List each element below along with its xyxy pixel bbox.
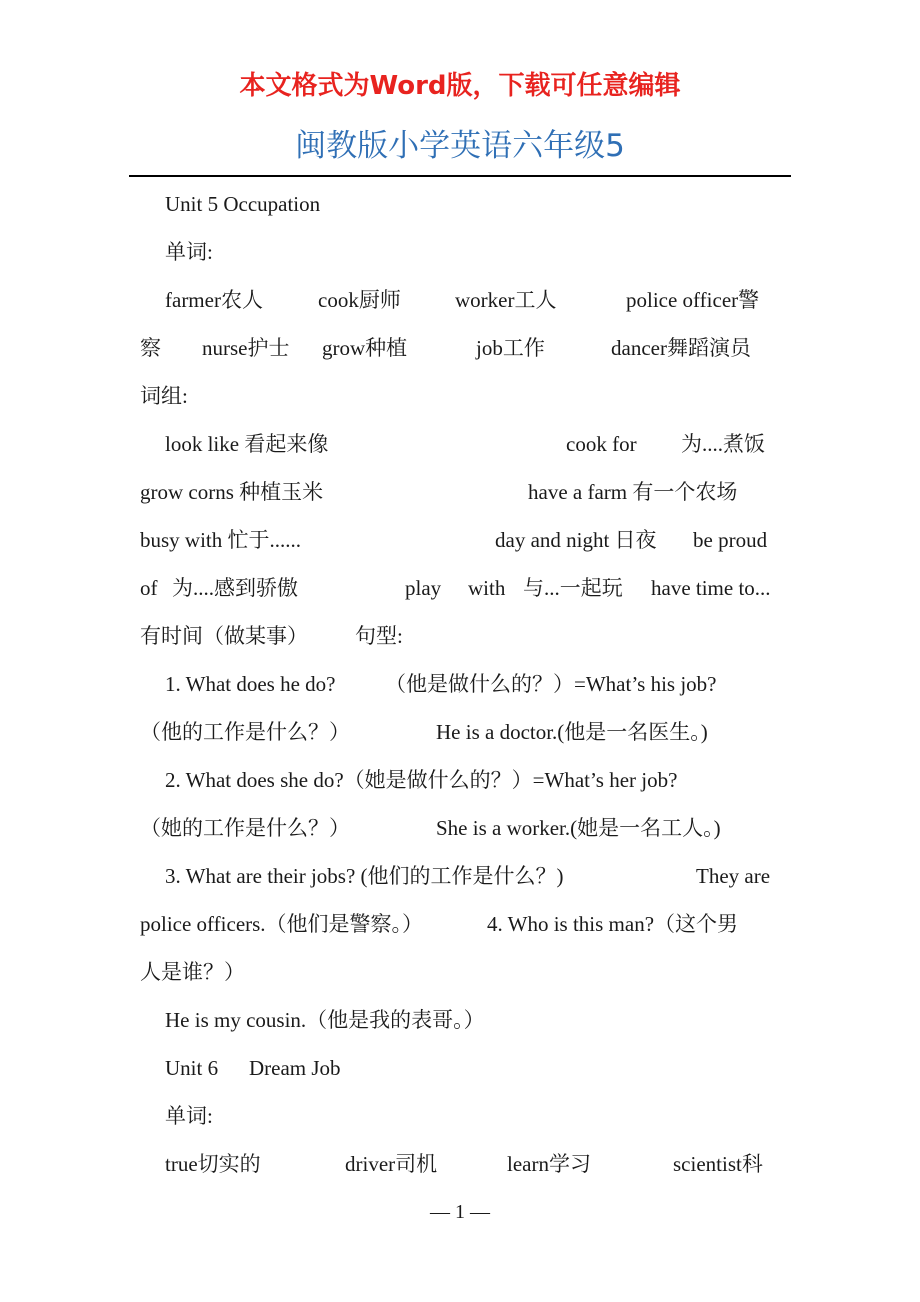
sentence-4-question: 4. Who is this man?（这个男 — [487, 912, 739, 936]
word-driver: driver司机 — [345, 1152, 438, 1176]
phrase-play-with-meaning: 与...一起玩 — [523, 576, 623, 600]
phrase-day-and-night: day and night 日夜 — [495, 528, 657, 552]
sentence-2-answer: She is a worker.(她是一名工人。) — [436, 816, 721, 840]
phrase-label: 词组: — [140, 384, 188, 408]
phrase-line-4 — [0, 564, 920, 612]
phrase-have-time-to: have time to... — [651, 576, 771, 600]
word-police-officer-cont: 察 — [140, 336, 161, 360]
sentence-3-answer-start: They are — [696, 864, 771, 888]
vocab-line-2 — [0, 324, 920, 372]
sentence-4-question-end: 人是谁？） — [140, 960, 245, 984]
sentence-4-answer: He is my cousin.（他是我的表哥。） — [165, 1008, 485, 1032]
page-number: — 1 — — [430, 1201, 490, 1223]
phrase-cook-for: cook for — [566, 432, 637, 456]
phrase-have-a-farm: have a farm 有一个农场 — [528, 480, 738, 504]
phrase-have-time-meaning: 有时间（做某事） — [140, 624, 308, 648]
phrase-line-1 — [0, 420, 920, 468]
phrase-be-proud-of: of — [140, 576, 158, 600]
sentence-label: 句型: — [355, 624, 403, 648]
sentence-3-answer-end: police officers.（他们是警察。） — [140, 912, 424, 936]
word-true: true切实的 — [165, 1152, 261, 1176]
word-grow: grow种植 — [322, 336, 408, 360]
sentence-line-7 — [0, 948, 920, 996]
word-cook: cook厨师 — [318, 288, 401, 312]
sentence-1-question: 1. What does he do? — [165, 672, 336, 696]
phrase-look-like: look like 看起来像 — [165, 432, 329, 456]
sentence-1-answer: He is a doctor.(他是一名医生。) — [436, 720, 708, 744]
word-job: job工作 — [476, 336, 545, 360]
word-learn: learn学习 — [507, 1152, 591, 1176]
phrase-be-proud-meaning: 为....感到骄傲 — [172, 576, 298, 600]
unit6-vocab-label-line — [0, 1092, 920, 1140]
sentence-line-1 — [0, 660, 920, 708]
title-divider — [129, 175, 791, 177]
unit6-number: Unit 6 — [165, 1056, 219, 1080]
sentence-2-question: 2. What does she do?（她是做什么的？）=What’s her job? — [165, 768, 678, 792]
word-dancer: dancer舞蹈演员 — [611, 336, 751, 360]
phrase-with: with — [468, 576, 506, 600]
phrase-busy-with: busy with 忙于...... — [140, 528, 302, 552]
phrase-cook-for-meaning: 为....煮饭 — [681, 432, 765, 456]
word-police-officer: police officer警 — [626, 288, 760, 312]
sentence-line-5 — [0, 852, 920, 900]
phrase-grow-corns: grow corns 种植玉米 — [140, 480, 324, 504]
word-scientist: scientist科 — [673, 1152, 763, 1176]
unit5-title: Unit 5 Occupation — [165, 192, 321, 216]
vocab-line-1 — [0, 276, 920, 324]
unit6-vocab-label: 单词: — [165, 1104, 213, 1128]
word-nurse: nurse护士 — [202, 336, 290, 360]
phrase-label-line — [0, 372, 920, 420]
sentence-line-6 — [0, 900, 920, 948]
phrase-play: play — [405, 576, 442, 600]
unit6-title: Dream Job — [249, 1056, 341, 1080]
sentence-line-8 — [0, 996, 920, 1044]
document-title: 闽教版小学英语六年级5 — [295, 128, 625, 164]
sentence-line-2 — [0, 708, 920, 756]
word-farmer: farmer农人 — [165, 288, 263, 312]
sentence-2-alt-meaning: （她的工作是什么？） — [140, 816, 350, 840]
unit5-heading — [0, 180, 920, 228]
unit6-heading — [0, 1044, 920, 1092]
phrase-line-3 — [0, 516, 920, 564]
word-worker: worker工人 — [455, 288, 557, 312]
download-banner: 本文格式为Word版，下载可任意编辑 — [239, 71, 681, 101]
sentence-line-4 — [0, 804, 920, 852]
sentence-1-alt: （他是做什么的？）=What’s his job? — [385, 672, 717, 696]
vocab-label: 单词: — [165, 240, 213, 264]
vocab-label-line — [0, 228, 920, 276]
sentence-line-3 — [0, 756, 920, 804]
sentence-3-question: 3. What are their jobs? (他们的工作是什么？) — [165, 864, 564, 888]
sentence-1-alt-meaning: （他的工作是什么？） — [140, 720, 350, 744]
phrase-be-proud: be proud — [693, 528, 768, 552]
phrase-line-2 — [0, 468, 920, 516]
unit6-vocab-line-1 — [0, 1140, 920, 1188]
phrase-line-5 — [0, 612, 920, 660]
